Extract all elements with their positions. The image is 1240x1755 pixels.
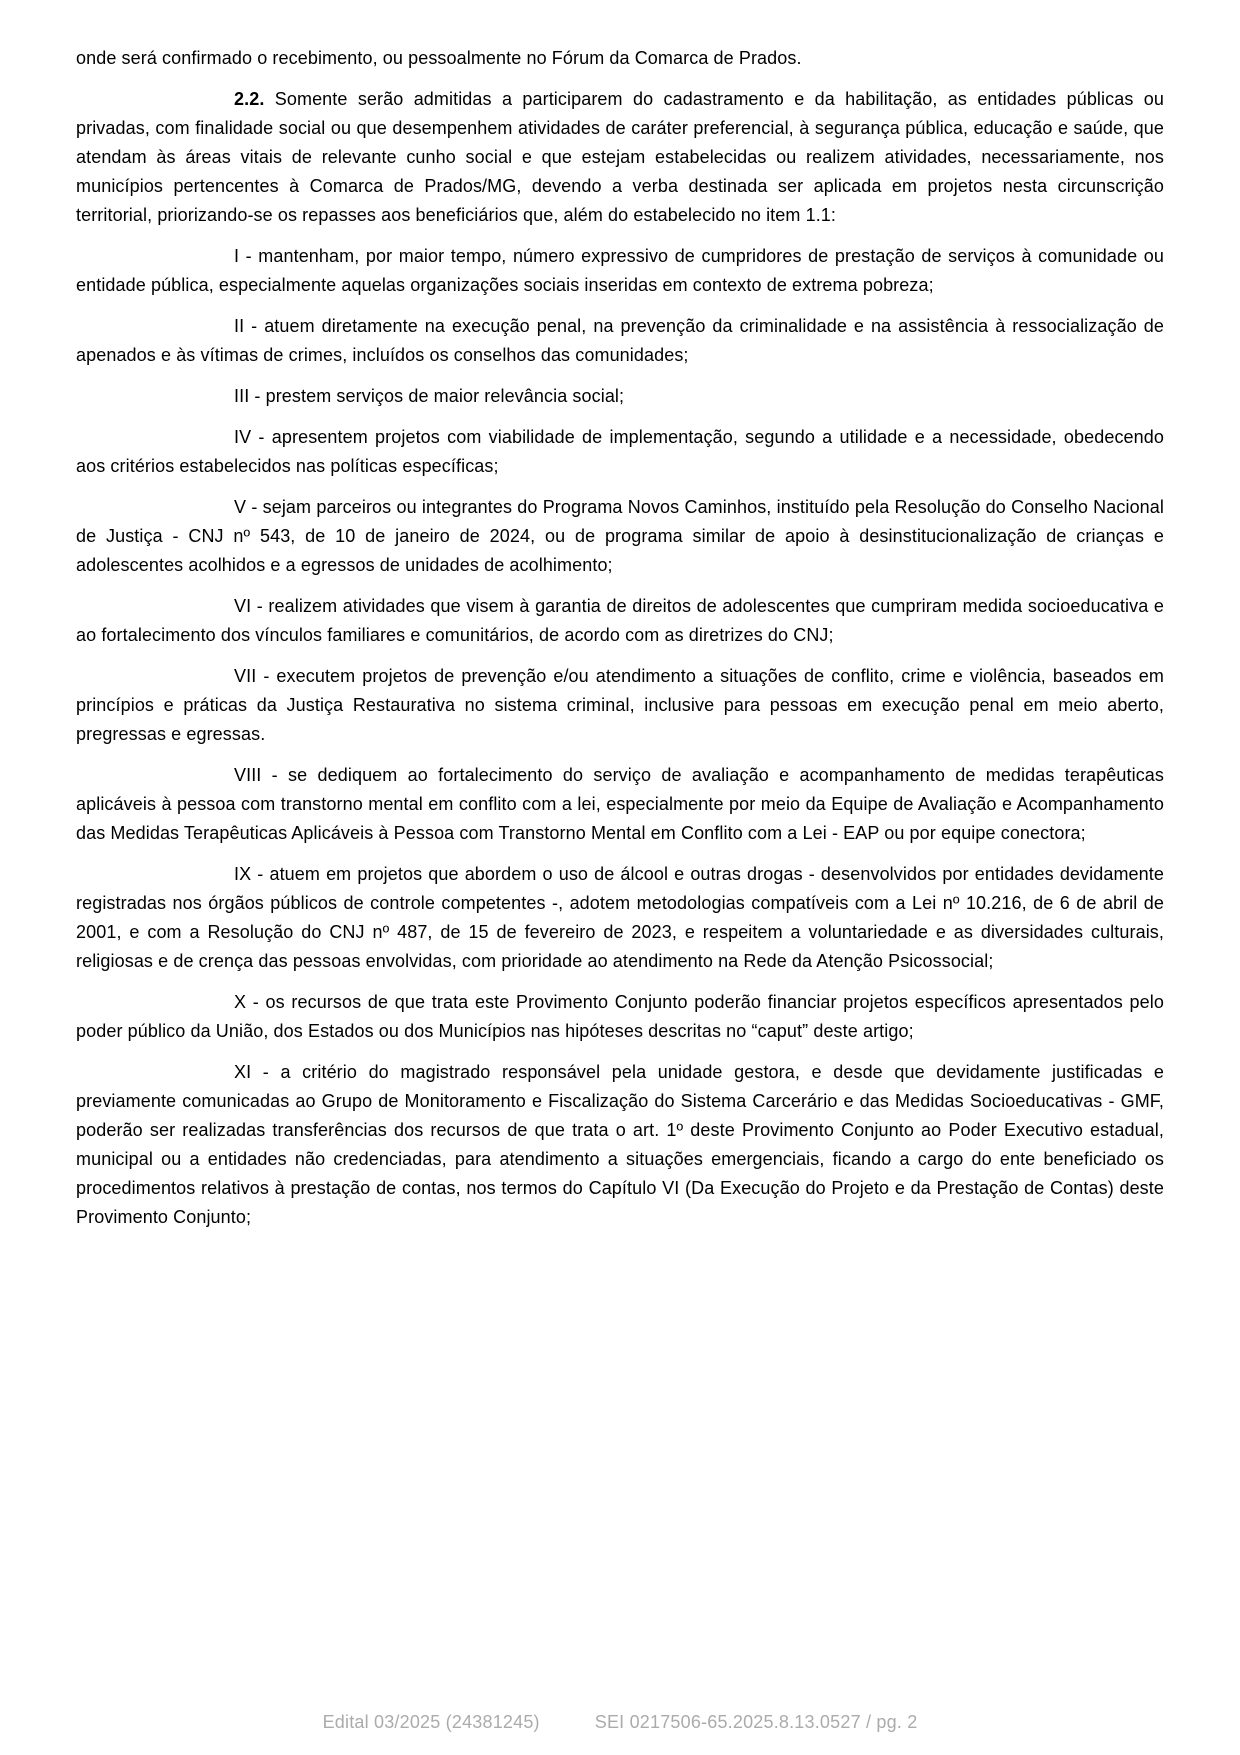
item-VII [76,662,1164,749]
paragraph-text: VII - executem projetos de prevenção e/ou atendimento a situações de conflito, crime e violência, baseados em princípios e práticas da Justiça Restaurativa no sistema criminal, inclusive para pessoas em execução penal em meio aberto, pregressas e egressas. [76,666,1164,744]
paragraph-text: IX - atuem em projetos que abordem o uso de álcool e outras drogas - desenvolvidos por entidades devidamente registradas nos órgãos públicos de controle competentes -, adotem metodologias compatíveis com a Lei nº 10.216, de 6 de abril de 2001, e com a Resolução do CNJ nº 487, de 15 de fevereiro de 2023, e respeitem a voluntariedade e as diversidades culturais, religiosas e de crença das pessoas envolvidas, com prioridade ao atendimento na Rede da Atenção Psicossocial; [76,864,1164,971]
paragraph-text: X - os recursos de que trata este Provimento Conjunto poderão financiar projetos específicos apresentados pelo poder público da União, dos Estados ou dos Municípios nas hipóteses descritas no “caput” deste artigo; [76,992,1164,1041]
item-I [76,242,1164,300]
item-V [76,493,1164,580]
item-XI [76,1058,1164,1232]
item-III [76,382,1164,411]
paragraph-text: Somente serão admitidas a participarem do cadastramento e da habilitação, as entidades públicas ou privadas, com finalidade social ou que desempenhem atividades de caráter preferencial, à segurança pública, educação e saúde, que atendam às áreas vitais de relevante cunho social e que estejam estabelecidas ou realizem atividades, necessariamente, nos municípios pertencentes à Comarca de Prados/MG, devendo a verba destinada ser aplicada em projetos nesta circunscrição territorial, priorizando-se os repasses aos beneficiários que, além do estabelecido no item 1.1: [76,89,1164,225]
paragraph-text: V - sejam parceiros ou integrantes do Programa Novos Caminhos, instituído pela Resolução do Conselho Nacional de Justiça - CNJ nº 543, de 10 de janeiro de 2024, ou de programa similar de apoio à desinstitucionalização de crianças e adolescentes acolhidos e a egressos de unidades de acolhimento; [76,497,1164,575]
paragraph-text: II - atuem diretamente na execução penal, na prevenção da criminalidade e na assistência à ressocialização de apenados e às vítimas de crimes, incluídos os conselhos das comunidades; [76,316,1164,365]
footer-sei-label: SEI 0217506-65.2025.8.13.0527 / pg. 2 [594,1712,918,1732]
item-X [76,988,1164,1046]
paragraph-text: VIII - se dediquem ao fortalecimento do serviço de avaliação e acompanhamento de medidas terapêuticas aplicáveis à pessoa com transtorno mental em conflito com a lei, especialmente por meio da Equipe de Avaliação e Acompanhamento das Medidas Terapêuticas Aplicáveis à Pessoa com Transtorno Mental em Conflito com a Lei - EAP ou por equipe conectora; [76,765,1164,843]
paragraph-text: VI - realizem atividades que visem à garantia de direitos de adolescentes que cumpriram medida socioeducativa e ao fortalecimento dos vínculos familiares e comunitários, de acordo com as diretrizes do CNJ; [76,596,1164,645]
paragraph-text: XI - a critério do magistrado responsável pela unidade gestora, e desde que devidamente justificadas e previamente comunicadas ao Grupo de Monitoramento e Fiscalização do Sistema Carcerário e das Medidas Socioeducativas - GMF, poderão ser realizadas transferências dos recursos de que trata o art. 1º deste Provimento Conjunto ao Poder Executivo estadual, municipal ou a entidades não credenciadas, para atendimento a situações emergenciais, ficando a cargo do ente beneficiado os procedimentos relativos à prestação de contas, nos termos do Capítulo VI (Da Execução do Projeto e da Prestação de Contas) deste Provimento Conjunto; [76,1062,1164,1227]
paragraph-text: III - prestem serviços de maior relevância social; [234,386,625,406]
item-VIII [76,761,1164,848]
item-IV [76,423,1164,481]
footer-edital-label: Edital 03/2025 (24381245) [322,1712,540,1732]
paragraph-2-2 [76,85,1164,230]
paragraph-text: I - mantenham, por maior tempo, número expressivo de cumpridores de prestação de serviços à comunidade ou entidade pública, especialmente aquelas organizações sociais inseridas em contexto de extrema pobreza; [76,246,1164,295]
item-IX [76,860,1164,976]
paragraph-continuation [76,44,1164,73]
paragraph-text: IV - apresentem projetos com viabilidade de implementação, segundo a utilidade e a necessidade, obedecendo aos critérios estabelecidos nas políticas específicas; [76,427,1164,476]
paragraph-number: 2.2. [234,89,265,109]
item-II [76,312,1164,370]
item-VI [76,592,1164,650]
page-footer [0,1712,1240,1733]
paragraph-text: onde será confirmado o recebimento, ou pessoalmente no Fórum da Comarca de Prados. [76,48,802,68]
